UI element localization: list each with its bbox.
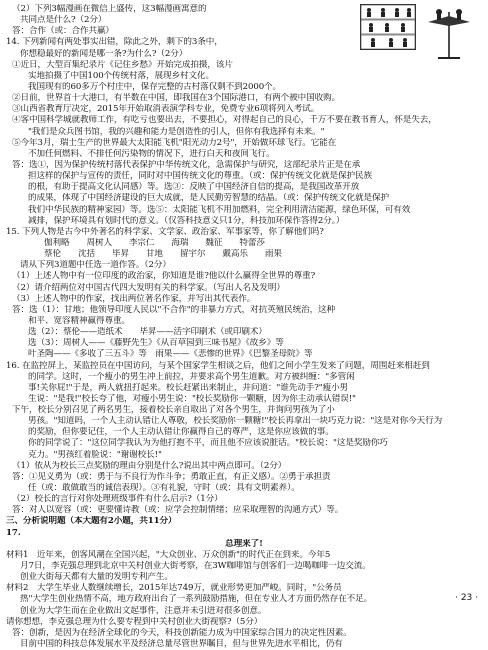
text-line: 答：选①，因为保护传统村落代表保护中华传统文化，急需保护与研究，这部纪录片正是在承 xyxy=(12,159,361,170)
text-line: 共同点是什么?（2分） xyxy=(20,15,107,26)
text-line: ④客中国科学城就教师工作，有吃亏也要出去，不要担心，对得起自己的良心，千万不要在教书育人，怀是失去， xyxy=(12,115,437,126)
text-line: 材料1 近年来，创客风潮在全国兴起，"大众创业、万众创新"的时代正在到来。今年5 xyxy=(6,549,331,560)
text-line: 选（3）：周树人——《藤野先生》《从百草园到三味书屋》《故乡》等 xyxy=(28,338,284,349)
text-line: 目前中国的科技总体发展水平及经济总量尽管世界瞩目，但与世界先进水平相比，仍有 xyxy=(20,639,343,650)
text-line: 你想稳最好的新闻是哪一条?为什么?（2分） xyxy=(20,48,188,59)
text-line: 我国现有的60多万个村庄中，保存完整的古村落仅剩不到2000个。 xyxy=(28,81,282,92)
text-line: 下午，校长分别召见了两名男生，接着校长亲自取出了对各个男生，并询问男孩为了小 xyxy=(12,405,335,416)
text-line: 请从下列3道题中任选一道作答。（2分） xyxy=(20,260,171,271)
text-line: 不加任何燃料、不排任何污染物的情况下，进行白天和夜间飞行。 xyxy=(28,148,275,159)
text-line: 生说："是我!"校长夸了他，对瘦小男生说："校长奖励你一颗糖，因为你主动承认错误!" xyxy=(28,393,356,404)
text-line: 的同学。这时，一个瘦小的男生冲上前拉，并要求高个男生道歉。对方被纠缠："多管闲 xyxy=(28,371,355,382)
text-line: 选（2）：蔡伦——造纸术 毕昇——活字印刷术（或印刷术） xyxy=(28,327,267,338)
text-line: 担这样的保护与宣传的责任，同时对中国传统文化的尊重。（或：保护传统文化就是保护民族 xyxy=(28,171,372,182)
text-line: 14. 下列新闻有两处事实出错，除此之外，剩下的3条中， xyxy=(6,37,223,48)
text-line: 创业为大学生而在企业做出文起事件，注意并未引进对很多创意。 xyxy=(20,605,267,616)
text-line: （2）校长的言行对你处理班级事件有什么启示?（1分） xyxy=(12,494,223,505)
text-line: 三、分析说明题（本大题有2小题，共11分） xyxy=(6,516,177,527)
text-line: ①近日，大型百集纪录片《记住乡愁》开始完成拍摄，该片 xyxy=(12,59,233,70)
text-line: 答：创新，是因为在经济全球化的今天，科技创新能力成为中国家综合国力的决定性因素。 xyxy=(12,627,352,638)
text-line: ②日前，世界首十大港口，有半数在中国，即我国在3个国际港口，有两个被中国收购。 xyxy=(12,93,341,104)
page-number: · 23 · xyxy=(455,593,478,603)
text-line: 月7日，李克强总理到北京中关村创业大街考察，在3W咖啡馆与创客们一边喝咖啡一边交流。 xyxy=(20,561,371,572)
text-line: 减排，保护环境具有划时代的意义。（仅答科技意义只1分，科技加环保作答得2分。） xyxy=(28,215,345,226)
text-line: 克力。"男孩红着脸说："谢谢校长!" xyxy=(28,449,162,460)
text-line: 17. xyxy=(6,527,21,538)
text-line: 材料2 大学生毕业人数继续增长，2015年达749万，就业形势更加严峻。同时，"公务员 xyxy=(6,583,342,594)
text-line: 我们中华民族的精神家园）等。选⑤：太阳能飞机不用加燃料，完全利用清洁能源，绿色环保，可有效 xyxy=(28,204,411,215)
text-line: 实地拍摄了中国100个传统村落，展现乡村文化。 xyxy=(28,70,214,81)
text-line: 叶圣陶——《多收了三五斗》等 雨果——《悲惨的世界》《巴黎圣母院》等 xyxy=(28,349,313,360)
text-line: （2）请介绍两位对中国古代四大发明有关的科学家。（写出人名及发明） xyxy=(12,282,285,293)
text-line: 的成果，体现了中国经济建设的巨大成就，是人民勤劳智慧的结晶。（或：保护传统文化就是保护 xyxy=(28,193,389,204)
text-line: 答：选（1）：甘地；他领导印度人民以"不合作"的非暴力方式，对抗英殖民统治，这种 xyxy=(12,304,336,315)
text-line: （1）上述人物中有一位印度的政治家，你知道是谁?他以什么赢得全世界的尊重? xyxy=(12,271,316,282)
text-line: 的奖励，但你要记住，一个人主动认错让你赢得自己的尊严，这是你应该做的事。 xyxy=(28,427,334,438)
text-line: （2）下列3幅漫画在微信上盛传，这3幅漫画寓意的 xyxy=(12,4,207,14)
text-line: 答：合作（或：合作共赢） xyxy=(12,26,114,37)
text-line: ⑤今年3月，瑞士生产的世界最大太阳能飞机"阳光动力2号"，开始做环球飞行。它能在 xyxy=(12,137,337,148)
text-line: 伽利略 周树人 李宗仁 海瑞 魏征 特蕾莎 xyxy=(44,237,265,248)
text-line: 答：①见义勇为（或：勇于与不良行为作斗争；勇敢正直，有正义感）。②勇于承担责 xyxy=(12,471,331,482)
text-line: 热"大学生创业热情不高，地方政府出台了一系列鼓励措施，但在专业人才方面仍然存在不足。 xyxy=(20,594,373,605)
text-line: 请你想想，李克强总理为什么要专程到中关村创业大街视察?（5分） xyxy=(6,616,263,627)
text-line: 和平、宽容精神赢得尊重。 xyxy=(28,315,130,326)
weathervane-image xyxy=(424,4,474,60)
text-line: 总理来了! xyxy=(225,538,263,549)
text-line: 你的同学说了："这位同学我认为为他打抱不平，而且他不应该说脏话。"校长说："这是奖励你巧 xyxy=(28,438,388,449)
text-line: （1）依从为校长三点奖励的理由分别是什么?说出其中两点即可。（2分） xyxy=(12,460,287,471)
text-line: （3）上述人物中的作家，找出两位著名作家，并写出其代表作。 xyxy=(12,293,256,304)
text-line: 事!关你屁!"于是，两人就扭打起来。校长赶紧出来制止，并问道："谁先动手?"瘦小男 xyxy=(28,382,349,393)
text-line: 蔡伦 沈括 毕昇 甘地 留宇尔 戴高乐 雨果 xyxy=(44,249,282,260)
text-line: 的根，有助于提高文化认同感）等。选③：反映了中国经济自信的提高，是我国改革开放 xyxy=(28,182,360,193)
comic-panels-image xyxy=(360,4,416,50)
text-line: 任（或：敢做敢当的诚信表现）。③有礼貌，守时（或：具有文明素养）。 xyxy=(28,483,300,494)
text-line: 创业大街每天都有大量的发明专利产生。 xyxy=(20,572,173,583)
text-line: 16. 在监控屏上，某监控员在中国访问，与某个国家学生相谈之后，他们之间小学生发来了问题，周围赶来相赶到 xyxy=(6,360,430,371)
exam-page xyxy=(6,4,482,650)
comic-figure xyxy=(360,4,478,62)
text-line: "我们是众兵图书馆，我的兴趣和能力是创造性的引人，但你有我选择有未来。" xyxy=(28,126,325,137)
text-line: 答：对人以宽容（或：更要懂诗教（或：应学会控制情绪；应采取理智的沟通方式）等。 xyxy=(12,505,344,516)
text-line: 15. 下列人物是古今中外著名的科学家、文学家、政治家、军事家等，你了解他们吗? xyxy=(6,226,324,237)
text-line: ③山西省教育厅决定，2015年开始取消表演学科专业，免费专业6项将列入考试。 xyxy=(12,104,320,115)
text-line: 男孩。"知道吗，一个人主动认错让人尊敬，校长奖励你一颗糖!"校长再拿出一块巧克力说："这是对你今天行为 xyxy=(28,416,443,427)
